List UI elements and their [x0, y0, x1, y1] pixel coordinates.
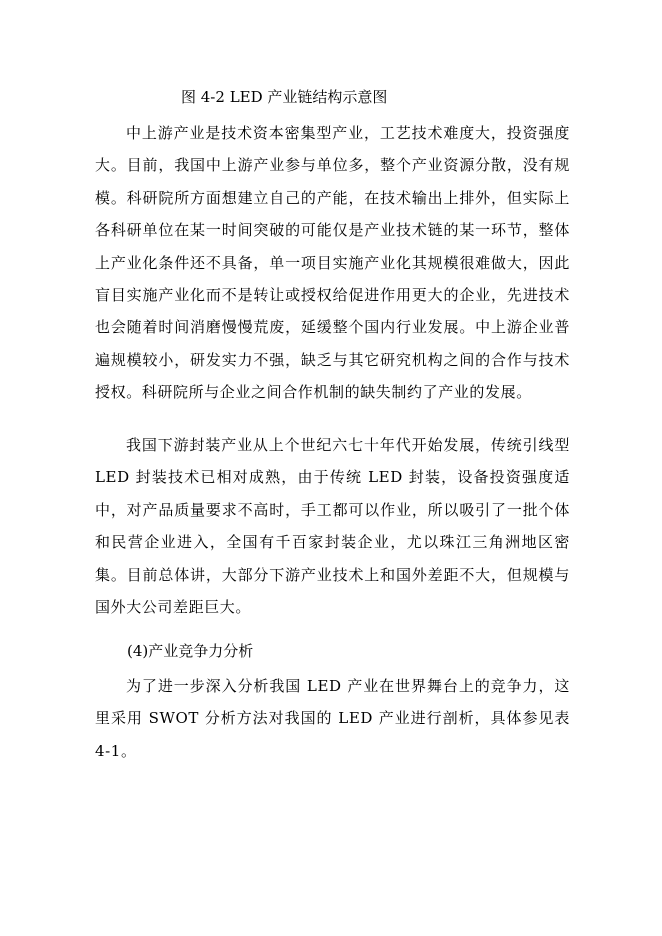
paragraph-midstream: 中上游产业是技术资本密集型产业，工艺技术难度大，投资强度大。目前，我国中上游产业参与单位多，整个产业资源分散，没有规模。科研院所方面想建立自己的产能，在技术输出上排外，但实际上各科研单位在某一时间突破的可能仅是产业技术链的某一环节，整体上产业化条件还不具备，单一项目实施产业化其规模很难做大，因此盲目实施产业化而不是转让或授权给促进作用更大的企业，先进技术也会随着时间消磨慢慢荒废，延缓整个国内行业发展。中上游企业普遍规模较小，研发实力不强，缺乏与其它研究机构之间的合作与技术授权。科研院所与企业之间合作机制的缺失制约了产业的发展。: [95, 124, 570, 402]
figure-caption: 图 4-2 LED 产业链结构示意图: [181, 88, 388, 106]
paragraph-swot-intro: 为了进一步深入分析我国 LED 产业在世界舞台上的竞争力，这里采用 SWOT 分析方法对我国的 LED 产业进行剖析，具体参见表 4-1。: [95, 677, 570, 760]
section-heading: (4)产业竞争力分析: [127, 642, 254, 660]
paragraph-downstream: 我国下游封装产业从上个世纪六七十年代开始发展，传统引线型 LED 封装技术已相对成熟，由于传统 LED 封装，设备投资强度适中，对产品质量要求不高时，手工都可以作业，所以吸引了一批个体和民营企业进入，全国有千百家封装企业，尤以珠江三角洲地区密集。目前总体讲，大部分下游产业技术上和国外差距不大，但规模与国外大公司差距巨大。: [95, 436, 570, 617]
